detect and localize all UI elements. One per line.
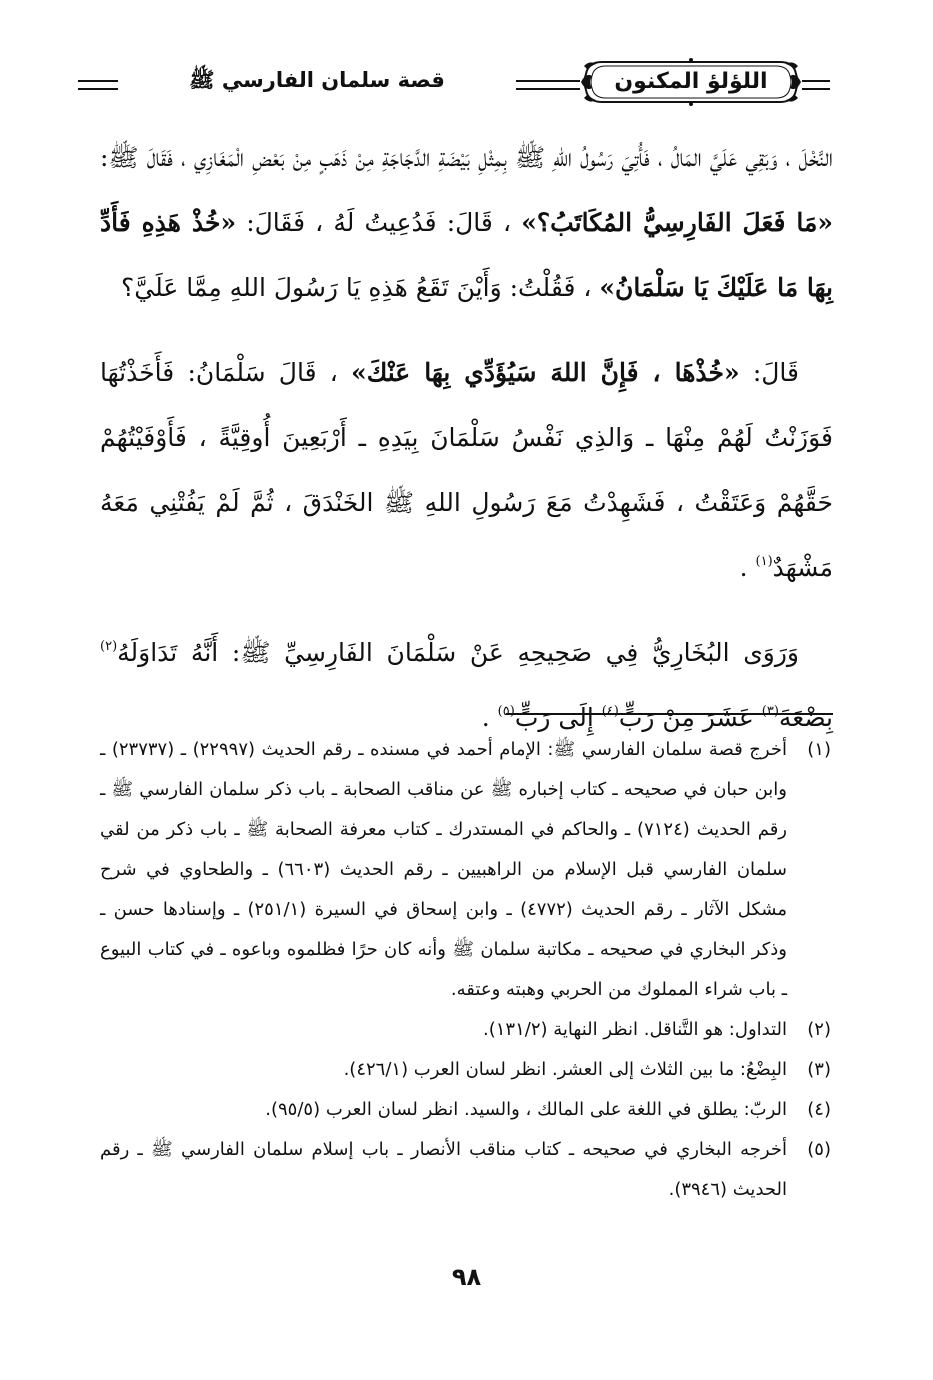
p2-quote-1: «خُذْهَا ، فَإِنَّ اللهَ سَيُؤَدِّي بِهَا عَنْكَ» [351, 358, 740, 387]
footnote-ref-5[interactable]: (٥) [497, 703, 515, 719]
footnote-4 [100, 1090, 831, 1130]
footnote-text: التداول: هو التَّناقل. انظر النهاية (١٣١/٢). [483, 1019, 787, 1040]
footnote-text: أخرج قصة سلمان الفارسي ﷺ: الإمام أحمد في مسنده ـ رقم الحديث (٢٢٩٩٧) ـ (٢٣٧٣٧) ـ وابن حبان في صحيحه ـ كتاب إخباره ﷺ عن مناقب الصحابة ـ باب ذكر سلمان الفارسي ﷺ ـ رقم الحديث (٧١٢٤) ـ والحاكم في المستدرك ـ كتاب معرفة الصحابة ﷺ ـ باب ذكر من لقي سلمان الفارسي قبل الإسلام من الراهبيين ـ رقم الحديث (٦٦٠٣) ـ والطحاوي في شرح مشكل الآثار ـ رقم الحديث (٤٧٧٢) ـ وابن إسحاق في السيرة (٢٥١/١) ـ وإسنادها حسن ـ وذكر البخاري في صحيحه ـ مكاتبة سلمان ﷺ وأنه كان حرًا فظلموه وباعوه ـ في كتاب البيوع ـ باب شراء المملوك من الحربي وهبته وعتقه. [100, 739, 788, 1000]
p2-text-b: ، قَالَ سَلْمَانُ: فَأَخَذْتُهَا فَوَزَنْتُ لَهُمْ مِنْهَا ـ وَالذِي نَفْسُ سَلْمَانَ بِيَدِهِ ـ أَرْبَعِينَ أُوقِيَّةً ، فَأَوْفَيْتُهُمْ حَقَّهُمْ وَعَتَقْتُ ، فَشَهِدْتُ مَعَ رَسُولِ اللهِ ﷺ الخَنْدَقَ ، ثُمَّ لَمْ يَفُتْنِي مَعَهُ مَشْهَدٌ [100, 358, 833, 582]
paragraph-1 [100, 125, 833, 320]
footnotes [100, 730, 831, 1210]
footnote-ref-4[interactable]: (٤) [601, 703, 619, 719]
footnote-3 [100, 1050, 831, 1090]
book-title: اللؤلؤ المكنون [614, 69, 768, 94]
header-rule-middle [516, 80, 580, 90]
footnote-number: (٢) [807, 1019, 831, 1040]
p3-text-c: عَشَرَ مِنْ رَبٍّ [618, 703, 762, 732]
footnote-text: أخرجه البخاري في صحيحه ـ كتاب مناقب الأنصار ـ باب إسلام سلمان الفارسي ﷺ ـ رقم الحديث (٣٩٤٦). [100, 1139, 787, 1200]
p2-text-a: قَالَ: [739, 358, 799, 387]
p1-quote-1: «مَا فَعَلَ الفَارِسِيُّ المُكَاتَبُ؟» [521, 208, 834, 237]
p3-text-a: وَرَوَى البُخَارِيُّ فِي صَحِيحِهِ عَنْ سَلْمَانَ الفَارِسِيِّ ﷺ: أَنَّهُ تَدَاوَلَهُ [117, 638, 799, 667]
footnote-number: (٤) [807, 1099, 831, 1120]
footnote-number: (١) [807, 739, 831, 760]
p2-text-end: . [739, 553, 756, 582]
footnote-5 [100, 1130, 831, 1210]
footnote-ref-3[interactable]: (٣) [761, 703, 779, 719]
p3-text-end: . [481, 703, 498, 732]
footnote-ref-2[interactable]: (٢) [100, 638, 118, 654]
main-text [100, 125, 833, 750]
footnote-ref-1[interactable]: (١) [755, 553, 773, 569]
header-rule-left [78, 80, 118, 90]
footnote-text: الربّ: يطلق في اللغة على المالك ، والسيد. انظر لسان العرب (٩٥/٥). [265, 1099, 787, 1120]
header-rule-right [802, 80, 830, 90]
footnote-number: (٥) [807, 1139, 831, 1160]
running-header [78, 52, 830, 112]
footnote-number: (٣) [807, 1059, 831, 1080]
header-cartouche [580, 56, 802, 108]
page-number: ٩٨ [451, 1263, 482, 1291]
footnote-2 [100, 1010, 831, 1050]
footnote-text: البِضْعُ: ما بين الثلاث إلى العشر. انظر لسان العرب (٤٢٦/١). [343, 1059, 787, 1080]
chapter-title: قصة سلمان الفارسي ﷺ [189, 68, 445, 92]
p3-text-b: بِضْعَةَ [778, 703, 833, 732]
footnote-1 [100, 730, 831, 1010]
p3-text-d: إِلَى رَبٍّ [514, 703, 602, 732]
p1-text-a: النَّخْلَ ، وَبَقِي عَلَيَّ المَالُ ، فَأُتِيَ رَسُولُ اللهِ ﷺ بِمِثْلِ بَيْضَةِ الدَّجَاجَةِ مِنْ ذَهَبٍ مِنْ بَعْضِ الْمَغَازِي ، فَقَالَ ﷺ: [100, 143, 833, 172]
p1-text-c: ، فَقُلْتُ: وَأَيْنَ تَقَعُ هَذِهِ يَا رَسُولَ اللهِ مِمَّا عَلَيَّ؟ [121, 273, 592, 302]
p1-text-b: ، قَالَ: فَدُعِيتُ لَهُ ، فَقَالَ: [236, 208, 512, 237]
paragraph-2 [100, 340, 833, 600]
footnote-separator [506, 713, 833, 715]
p1-quote-2: «خُذْ هَذِهِ فَأَدِّ بِهَا مَا عَلَيْكَ يَا سَلْمَانُ» [100, 208, 833, 302]
